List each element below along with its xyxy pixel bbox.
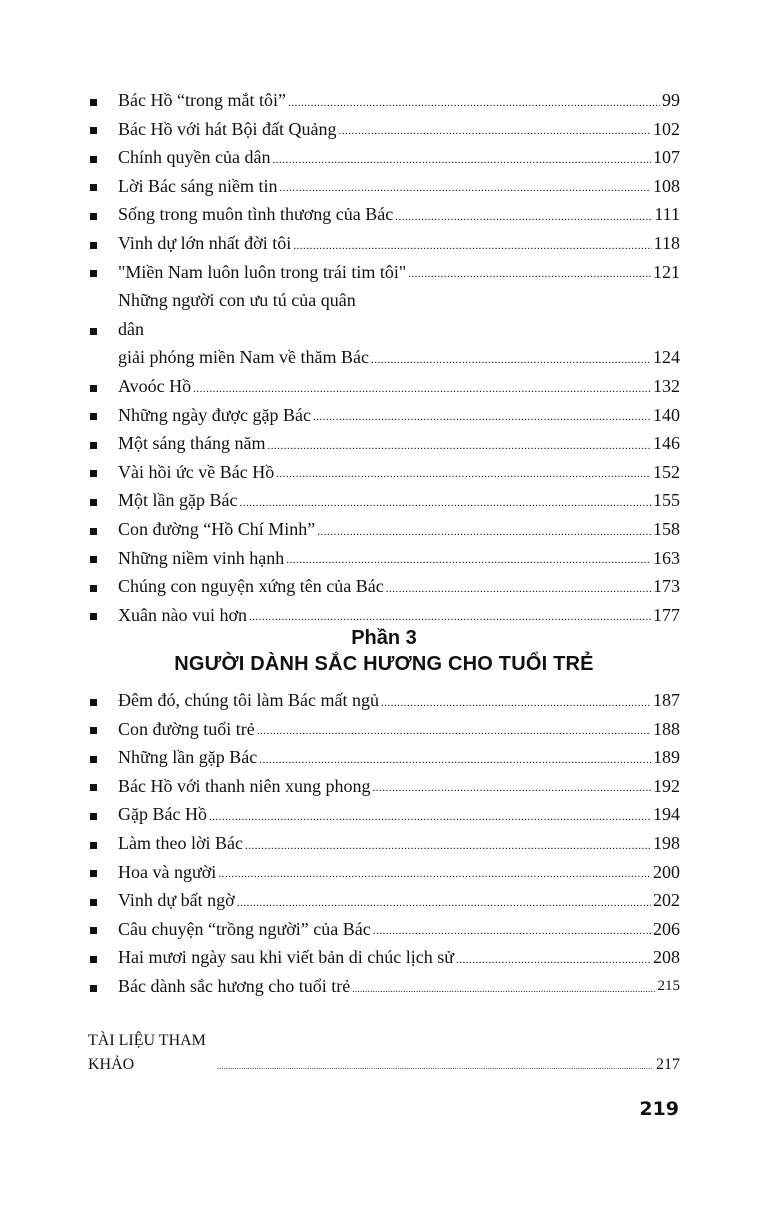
square-bullet-icon (90, 470, 97, 477)
dot-leader (267, 441, 651, 452)
entry-page: 189 (653, 747, 680, 768)
square-bullet-icon (90, 499, 97, 506)
dot-leader (395, 212, 652, 223)
entry-page: 194 (653, 804, 680, 825)
entry-page: 99 (662, 90, 680, 110)
entry-title: Bác Hồ “trong mắt tôi” (118, 90, 286, 110)
entry-page: 198 (653, 832, 680, 853)
entry-page: 177 (653, 604, 680, 625)
toc-entry (88, 772, 680, 801)
square-bullet-icon (90, 99, 97, 106)
entry-page: 111 (654, 204, 680, 225)
entry-page: 208 (653, 947, 680, 968)
entry-title: Bác Hồ với thanh niên xung phong (118, 775, 371, 796)
references-title: TÀI LIỆU THAM KHẢO (88, 1032, 206, 1073)
dot-leader (193, 384, 651, 395)
square-bullet-icon (90, 585, 97, 592)
entry-title: Chính quyền của dân (118, 147, 271, 168)
square-bullet-icon (90, 242, 97, 249)
entry-title: Chúng con nguyện xứng tên của Bác (118, 576, 384, 597)
square-bullet-icon (90, 699, 97, 706)
toc-entry (88, 458, 680, 487)
entry-title: Câu chuyện “trồng người” của Bác (118, 918, 371, 939)
square-bullet-icon (90, 985, 97, 992)
dot-leader (372, 783, 651, 794)
entry-title: Xuân nào vui hơn (118, 604, 247, 625)
toc-entry (88, 229, 680, 258)
entry-title: Đêm đó, chúng tôi làm Bác mất ngủ (118, 690, 379, 710)
toc-entry (88, 886, 680, 915)
square-bullet-icon (90, 870, 97, 877)
square-bullet-icon (90, 842, 97, 849)
square-bullet-icon (90, 528, 97, 535)
part-label: Phần 3 (351, 627, 417, 649)
entry-title: Lời Bác sáng niềm tin (118, 175, 278, 196)
references-page: 217 (656, 1056, 680, 1073)
entry-page: 121 (653, 261, 680, 282)
dot-leader (288, 98, 660, 109)
toc-entry (88, 515, 680, 544)
toc-entry (88, 200, 680, 229)
dot-leader (239, 498, 651, 509)
entry-page: 200 (653, 861, 680, 882)
entry-page: 132 (653, 375, 680, 396)
entry-page: 187 (653, 690, 680, 710)
square-bullet-icon (90, 813, 97, 820)
dot-leader (338, 126, 651, 137)
entry-title: Vài hồi ức về Bác Hồ (118, 461, 275, 482)
entry-title: Bác Hồ với hát Bội đất Quảng (118, 118, 337, 139)
entry-title: Con đường “Hồ Chí Minh” (118, 518, 316, 539)
references-entry (88, 1029, 680, 1077)
entry-page: 163 (653, 547, 680, 568)
toc-entry (88, 486, 680, 515)
dot-leader (259, 755, 651, 766)
entry-page: 124 (653, 347, 680, 368)
entry-title: Con đường tuổi trẻ (118, 718, 255, 739)
entry-page: 202 (653, 890, 680, 911)
dot-leader (386, 584, 651, 595)
square-bullet-icon (90, 956, 97, 963)
entry-page: 155 (653, 490, 680, 511)
toc-entry (88, 86, 680, 115)
dot-leader (249, 612, 651, 623)
entry-page: 108 (653, 175, 680, 196)
square-bullet-icon (90, 442, 97, 449)
dot-leader (293, 241, 651, 252)
square-bullet-icon (90, 413, 97, 420)
toc-entry (88, 915, 680, 944)
square-bullet-icon (90, 270, 97, 277)
dot-leader (237, 898, 651, 909)
page-number: 219 (639, 1098, 679, 1120)
toc-entry (88, 258, 680, 287)
entry-page: 146 (653, 433, 680, 454)
toc-section-2 (88, 86, 680, 629)
square-bullet-icon (90, 727, 97, 734)
entry-page: 102 (653, 118, 680, 139)
entry-page: 192 (653, 775, 680, 796)
square-bullet-icon (90, 184, 97, 191)
square-bullet-icon (90, 756, 97, 763)
toc-entry (88, 943, 680, 972)
toc-entry (88, 143, 680, 172)
dot-leader (245, 841, 651, 852)
dot-leader (272, 155, 651, 166)
toc-entry (88, 401, 680, 430)
entry-title: Bác dành sắc hương cho tuổi trẻ (118, 975, 351, 996)
entry-title: Vinh dự bất ngờ (118, 890, 235, 911)
toc-entry (88, 172, 680, 201)
entry-title: "Miền Nam luôn luôn trong trái tim tôi" (118, 261, 407, 282)
entry-title: Một sáng tháng năm (118, 433, 266, 454)
entry-title: Vinh dự lớn nhất đời tôi (118, 232, 292, 253)
dot-leader (456, 955, 651, 966)
dot-leader (408, 269, 651, 280)
dot-leader (276, 469, 651, 480)
toc-entry (88, 115, 680, 144)
dot-leader (280, 183, 652, 194)
toc-entry (88, 972, 680, 1001)
entry-page: 206 (653, 918, 680, 939)
toc-entry (88, 372, 680, 401)
dot-leader (373, 926, 651, 937)
entry-page: 118 (653, 232, 680, 253)
entry-title (118, 286, 369, 372)
entry-title: Những niềm vinh hạnh (118, 547, 285, 568)
toc-entry (88, 572, 680, 601)
toc-entry (88, 686, 680, 715)
entry-title-line-1: Những người con ưu tú của quân dân (118, 290, 356, 339)
entry-title: Hoa và người (118, 861, 217, 882)
entry-title-line-2: giải phóng miền Nam về thăm Bác (118, 347, 369, 368)
entry-page: 152 (653, 461, 680, 482)
dot-leader (313, 412, 651, 423)
entry-page: 140 (653, 404, 680, 425)
entry-title: Hai mươi ngày sau khi viết bản di chúc lịch sử (118, 947, 454, 968)
section-heading (88, 625, 680, 677)
toc-entry (88, 829, 680, 858)
part-title: NGƯỜI DÀNH SẮC HƯƠNG CHO TUỔI TRẺ (174, 653, 594, 675)
square-bullet-icon (90, 156, 97, 163)
entry-title: Gặp Bác Hồ (118, 804, 207, 825)
square-bullet-icon (90, 328, 97, 335)
dot-leader (217, 1063, 652, 1071)
square-bullet-icon (90, 784, 97, 791)
entry-page: 107 (653, 147, 680, 168)
square-bullet-icon (90, 385, 97, 392)
square-bullet-icon (90, 556, 97, 563)
dot-leader (371, 355, 651, 366)
toc-entry (88, 800, 680, 829)
entry-title: Avoóc Hồ (118, 375, 192, 396)
entry-page: 215 (657, 977, 680, 994)
entry-page: 188 (653, 718, 680, 739)
square-bullet-icon (90, 927, 97, 934)
dot-leader (317, 527, 651, 538)
entry-title: Một lần gặp Bác (118, 490, 238, 511)
square-bullet-icon (90, 613, 97, 620)
entry-page: 173 (653, 576, 680, 597)
entry-page: 158 (653, 518, 680, 539)
toc-list-section-2 (88, 86, 680, 629)
toc-entry (88, 286, 680, 372)
square-bullet-icon (90, 899, 97, 906)
entry-title: Làm theo lời Bác (118, 832, 243, 853)
toc-section-3 (88, 686, 680, 1001)
dot-leader (209, 812, 651, 823)
toc-entry (88, 858, 680, 887)
dot-leader (257, 726, 651, 737)
entry-title: Sống trong muôn tình thương của Bác (118, 204, 394, 225)
toc-entry (88, 429, 680, 458)
toc-entry (88, 715, 680, 744)
toc-entry (88, 743, 680, 772)
entry-title: Những lần gặp Bác (118, 747, 258, 768)
dot-leader (381, 698, 651, 709)
square-bullet-icon (90, 213, 97, 220)
dot-leader (352, 984, 655, 995)
dot-leader (218, 869, 651, 880)
square-bullet-icon (90, 127, 97, 134)
toc-entry (88, 544, 680, 573)
toc-list-section-3 (88, 686, 680, 1001)
entry-title: Những ngày được gặp Bác (118, 404, 311, 425)
dot-leader (286, 555, 651, 566)
